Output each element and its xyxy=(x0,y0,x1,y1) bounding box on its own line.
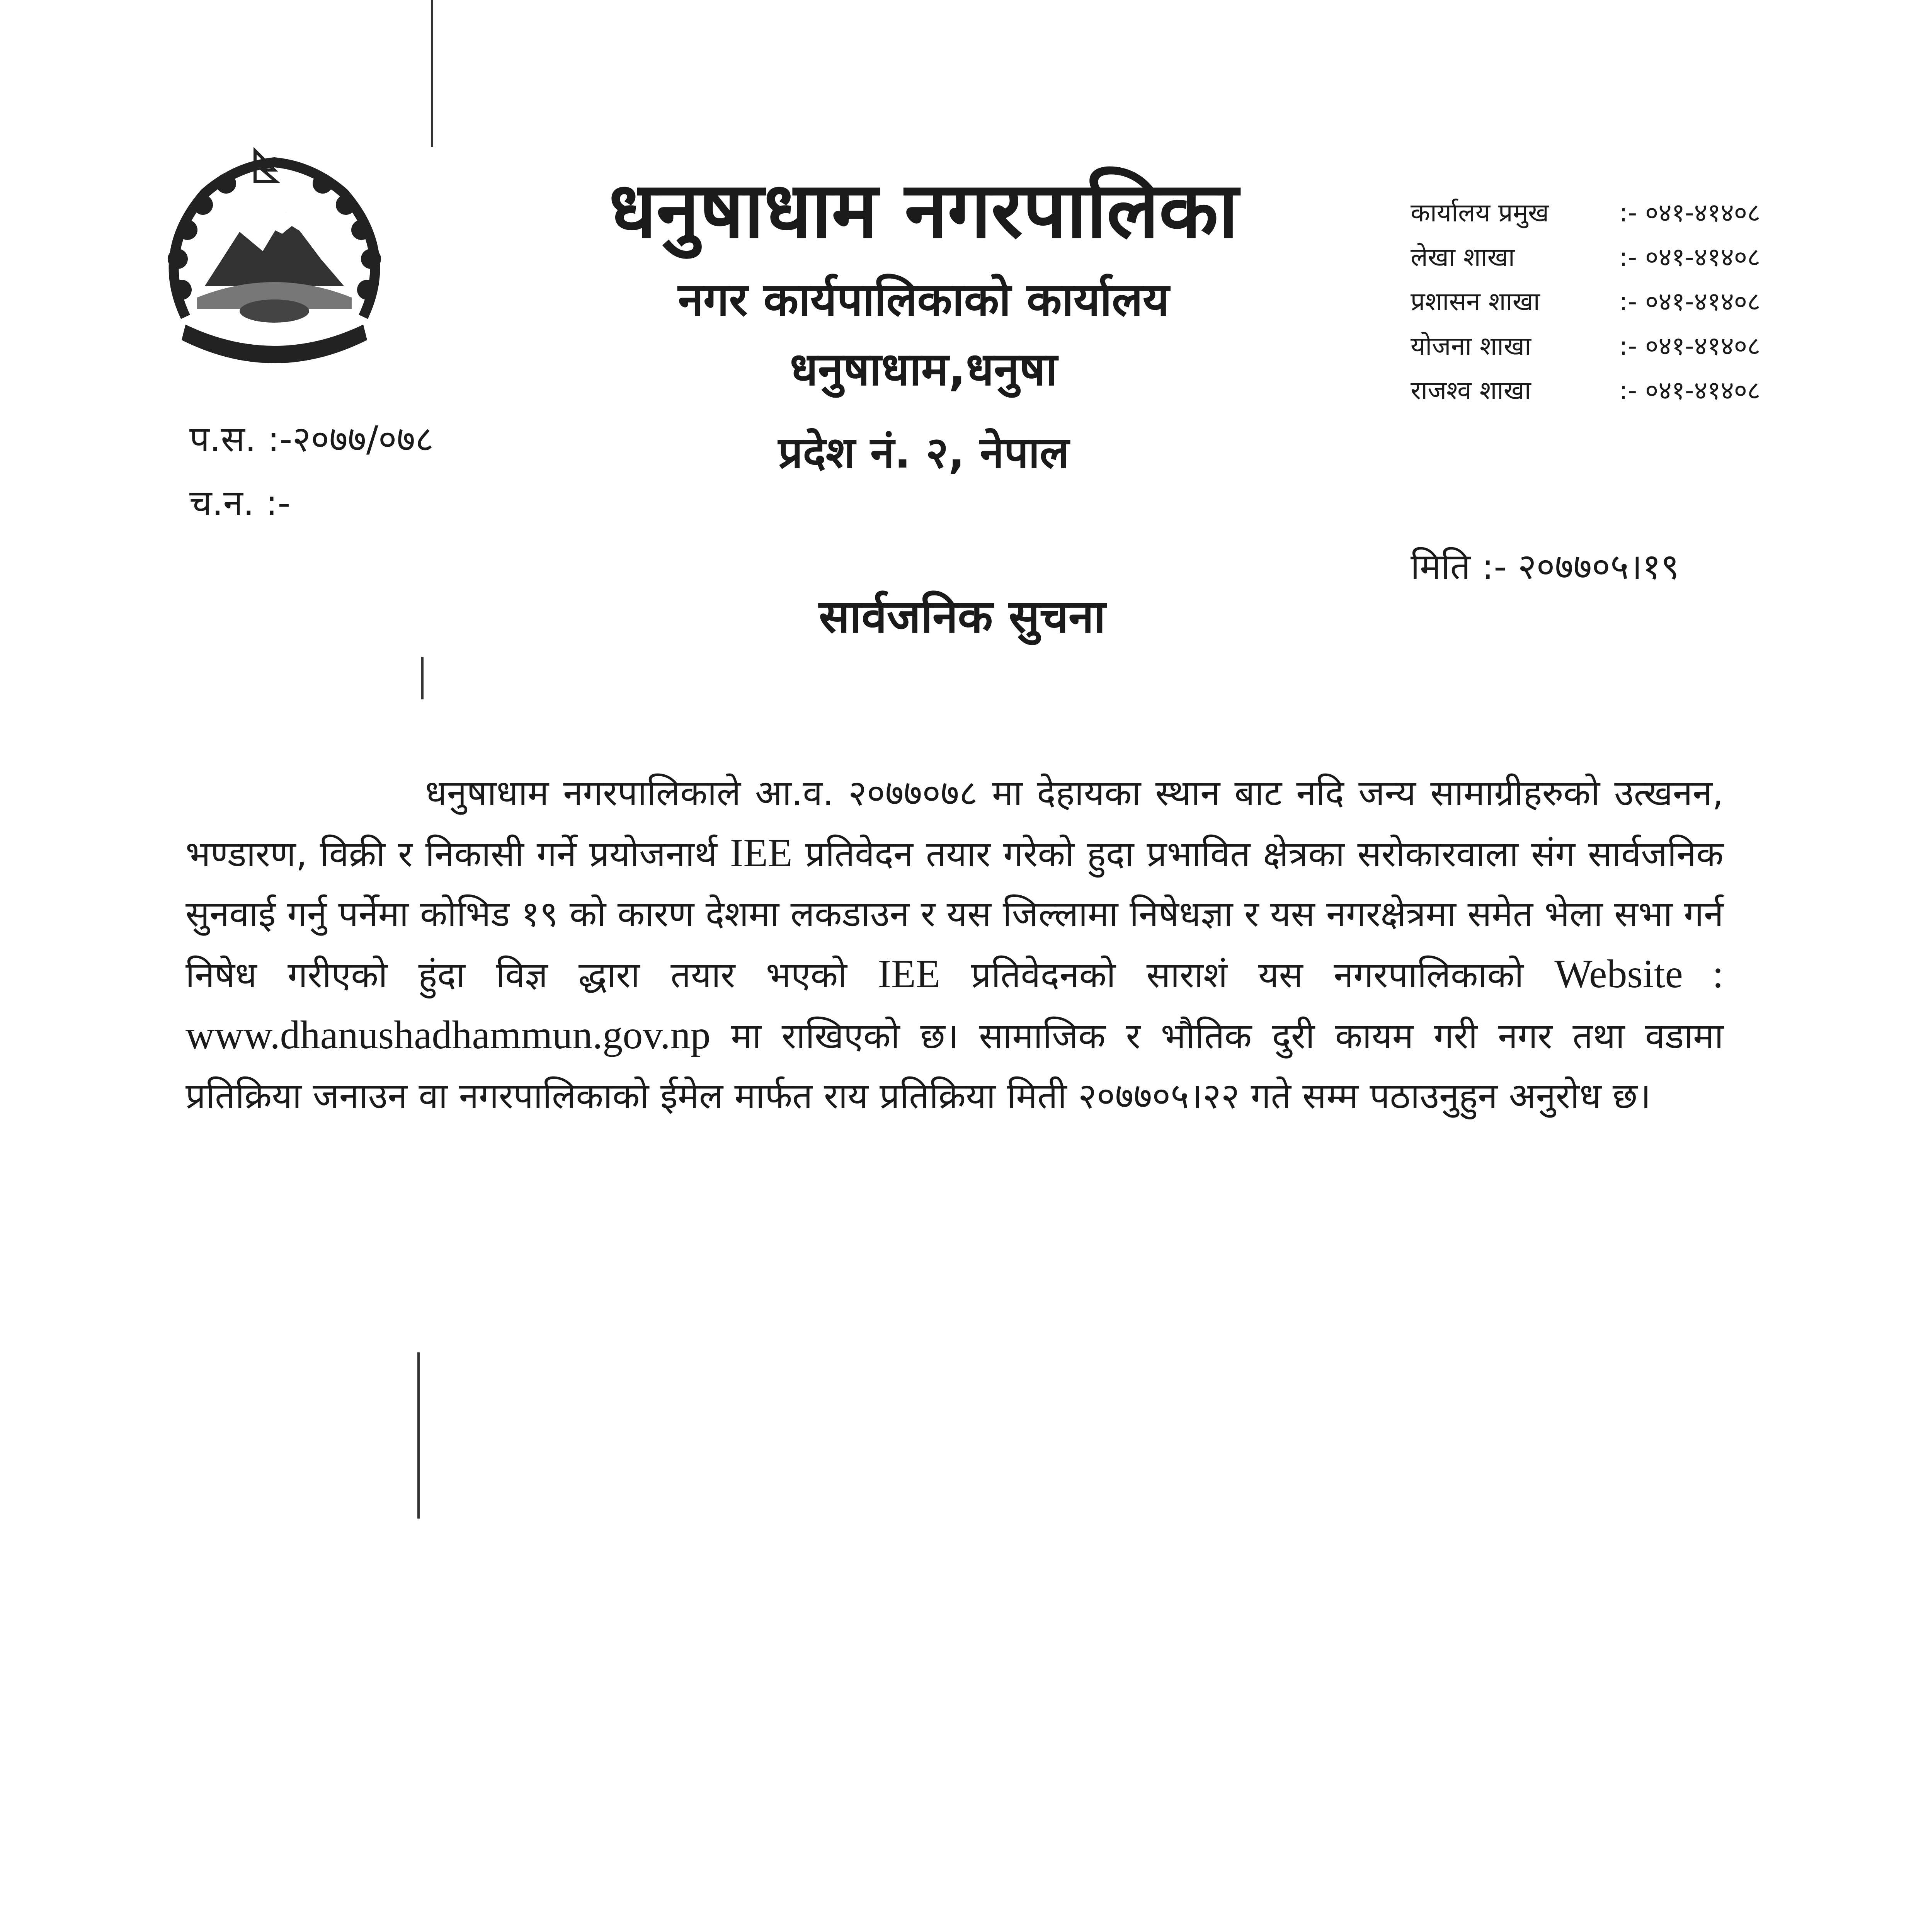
contact-row xyxy=(1411,323,1882,367)
contact-row xyxy=(1411,189,1882,234)
office-subtitle: नगर कार्यपालिकाको कार्यालय xyxy=(678,273,1169,326)
notice-paragraph xyxy=(185,763,1724,1126)
contact-number: :- ०४१-४१४०८ xyxy=(1619,331,1761,361)
iee-term: IEE xyxy=(878,952,941,996)
contact-number: :- ०४१-४१४०८ xyxy=(1619,242,1761,272)
notice-date: मिति :- २०७७०५।१९ xyxy=(1411,546,1679,587)
scan-mark xyxy=(431,0,433,147)
province-line: प्रदेश नं. २, नेपाल xyxy=(778,428,1069,478)
contact-label: योजना शाखा xyxy=(1411,331,1531,361)
body-text: प्रतिवेदनको साराशं यस नगरपालिकाको xyxy=(971,954,1524,996)
contact-number: :- ०४१-४१४०८ xyxy=(1619,375,1761,405)
contact-label: प्रशासन शाखा xyxy=(1411,286,1540,316)
reference-number: प.स. :-२०७७/०७८ xyxy=(189,418,434,460)
contact-number: :- ०४१-४१४०८ xyxy=(1619,197,1761,228)
contact-list xyxy=(1411,189,1882,412)
iee-term: IEE xyxy=(730,831,793,875)
office-location: धनुषाधाम,धनुषा xyxy=(790,342,1058,396)
contact-label: कार्यालय प्रमुख xyxy=(1411,197,1549,228)
body-text: प्रतिवेदन तयार गरेको हुदा प्रभावित क्षेत्रका सरोकारवाला संग सार्वजनिक सुनवाई गर्नु पर्नेमा कोभिड १९ को कारण देशमा लकडाउन र यस जिल्लामा निषेधज्ञा र यस नगरक्षेत्रमा समेत भेला सभा गर्न निषेध गरीएको हुंदा विज्ञ द्धारा तयार भएको xyxy=(185,833,1724,996)
contact-row xyxy=(1411,278,1882,323)
website-link[interactable]: www.dhanushadhammun.gov.np xyxy=(185,1013,711,1057)
notice-body xyxy=(185,763,1724,1126)
dispatch-number: च.न. :- xyxy=(189,482,291,524)
contact-row xyxy=(1411,234,1882,278)
contact-row xyxy=(1411,367,1882,412)
body-text: धनुषाधाम नगरपालिकाले आ.व. २०७७०७८ मा देहायका स्थान बाट नदि जन्य सामाग्रीहरुको उत्खनन, भण्डारण, विक्री र निकासी गर्ने प्रयोजनार्थ xyxy=(185,772,1724,875)
municipality-title: धनुषाधाम नगरपालिका xyxy=(609,165,1239,255)
notice-title: सार्वजनिक सुचना xyxy=(818,590,1106,643)
contact-label: लेखा शाखा xyxy=(1411,242,1515,272)
scan-mark xyxy=(421,657,424,699)
contact-label: राजश्व शाखा xyxy=(1411,375,1531,405)
website-label: Website : xyxy=(1554,952,1724,996)
contact-number: :- ०४१-४१४०८ xyxy=(1619,286,1761,316)
scan-mark xyxy=(417,1352,420,1519)
nepal-emblem xyxy=(139,135,410,375)
body-text: मा राखिएको छ। सामाजिक र भौतिक दुरी कायम गरी नगर तथा वडामा प्रतिक्रिया जनाउन वा नगरपालिकाको ईमेल मार्फत राय प्रतिक्रिया मिती २०७७०५।२२ गते सम्म पठाउनुहुन अनुरोध छ। xyxy=(185,1015,1724,1117)
